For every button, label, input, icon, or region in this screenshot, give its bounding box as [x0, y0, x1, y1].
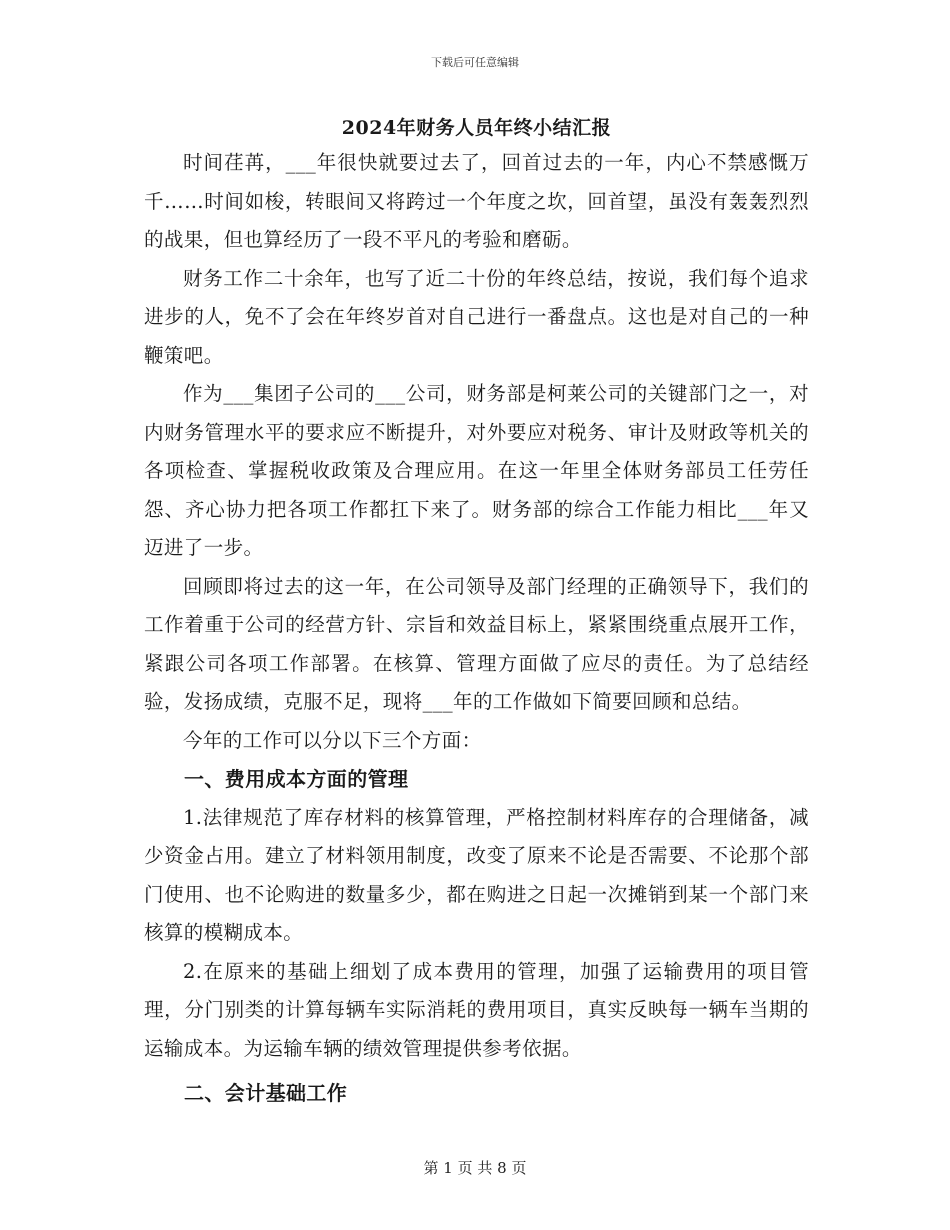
paragraph-department: 作为___集团子公司的___公司，财务部是柯莱公司的关键部门之一，对内财务管理水平的要求应不断提升，对外要应对税务、审计及财政等机关的各项检查、掌握税收政策及合理应用。在这一年里全体财务部员工任劳任怨、齐心协力把各项工作都扛下来了。财务部的综合工作能力相比___年又迈进了一步。 — [144, 382, 809, 559]
paragraph-review: 回顾即将过去的这一年，在公司领导及部门经理的正确领导下，我们的工作着重于公司的经营方针、宗旨和效益目标上，紧紧围绕重点展开工作，紧跟公司各项工作部署。在核算、管理方面做了应尽的责任。为了总结经验，发扬成绩，克服不足，现将___年的工作做如下简要回顾和总结。 — [144, 574, 809, 713]
paragraph-item-2: 2.在原来的基础上细划了成本费用的管理，加强了运输费用的项目管理，分门别类的计算每辆车实际消耗的费用项目，真实反映每一辆车当期的运输成本。为运输车辆的绩效管理提供参考依据。 — [144, 959, 809, 1060]
paragraph-overview: 今年的工作可以分以下三个方面： — [183, 728, 482, 752]
section-heading-cost: 一、费用成本方面的管理 — [184, 767, 409, 791]
page-number-footer: 第 1 页 共 8 页 — [423, 1159, 527, 1177]
document-body — [144, 112, 809, 1113]
section-heading-accounting: 二、会计基础工作 — [184, 1081, 348, 1105]
paragraph-intro: 时间荏苒，___年很快就要过去了，回首过去的一年，内心不禁感慨万千……时间如梭，转眼间又将跨过一个年度之坎，回首望，虽没有轰轰烈烈的战果，但也算经历了一段不平凡的考验和磨砺。 — [144, 151, 809, 251]
document-title: 2024年财务人员年终小结汇报 — [341, 117, 612, 139]
paragraph-item-1: 1.法律规范了库存材料的核算管理，严格控制材料库存的合理储备，减少资金占用。建立了材料领用制度，改变了原来不论是否需要、不论那个部门使用、也不论购进的数量多少，都在购进之日起一次摊销到某一个部门来核算的模糊成本。 — [144, 805, 809, 944]
paragraph-career: 财务工作二十余年，也写了近二十份的年终总结，按说，我们每个追求进步的人，免不了会在年终岁首对自己进行一番盘点。这也是对自己的一种鞭策吧。 — [144, 266, 809, 367]
page-header-note: 下载后可任意编辑 — [431, 56, 519, 69]
